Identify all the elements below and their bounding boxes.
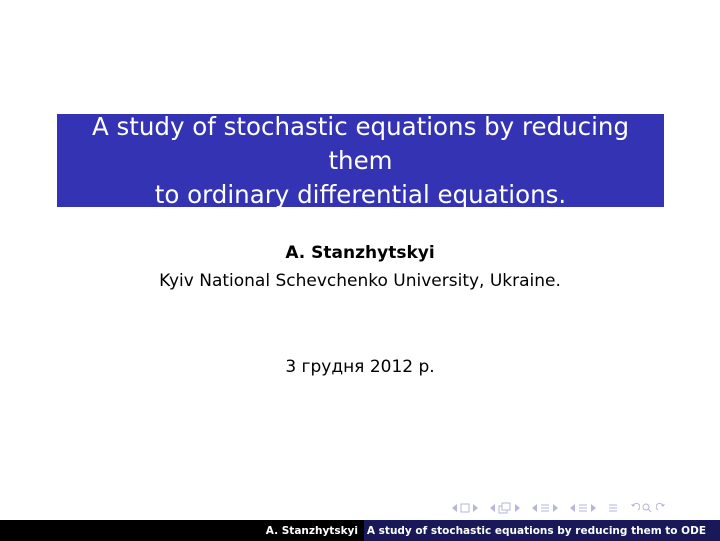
navigation-bar [452,498,666,518]
section-navigation [532,503,558,513]
document-navigation [570,503,596,513]
subsection-navigation [490,502,520,514]
frame-next-icon[interactable] [472,504,478,512]
date: 3 грудня 2012 р. [285,357,435,377]
search-navigation [630,503,666,513]
frame-navigation [452,503,478,513]
subsection-prev-icon[interactable] [490,504,496,512]
subsection-next-icon[interactable] [514,504,520,512]
footer-title-box [364,520,720,541]
frame-icon [460,503,470,513]
footer-author-box [0,520,364,541]
section-prev-icon[interactable] [532,504,538,512]
section-next-icon[interactable] [552,504,558,512]
institute: Kyiv National Schevchenko University, Ukraine. [159,271,561,291]
document-next-icon[interactable] [590,504,596,512]
author: A. Stanzhytskyi [285,243,435,263]
document-prev-icon[interactable] [570,504,576,512]
footer [0,520,720,541]
footer-short-title: A study of stochastic equations by reducing them to ODE [366,524,706,537]
appendix-icon[interactable] [608,503,618,513]
footer-author: A. Stanzhytskyi [265,524,358,537]
title-line-1: A study of stochastic equations by reducing them [91,111,630,175]
back-icon[interactable] [630,503,640,513]
title-line-2: to ordinary differential equations. [154,179,567,209]
search-icon[interactable] [642,503,654,513]
document-icon [578,503,588,513]
subsection-icon [498,502,512,514]
frame-prev-icon[interactable] [452,504,458,512]
title-box [57,111,664,209]
appendix-navigation [608,503,618,513]
forward-icon[interactable] [656,503,666,513]
section-icon [540,503,550,513]
